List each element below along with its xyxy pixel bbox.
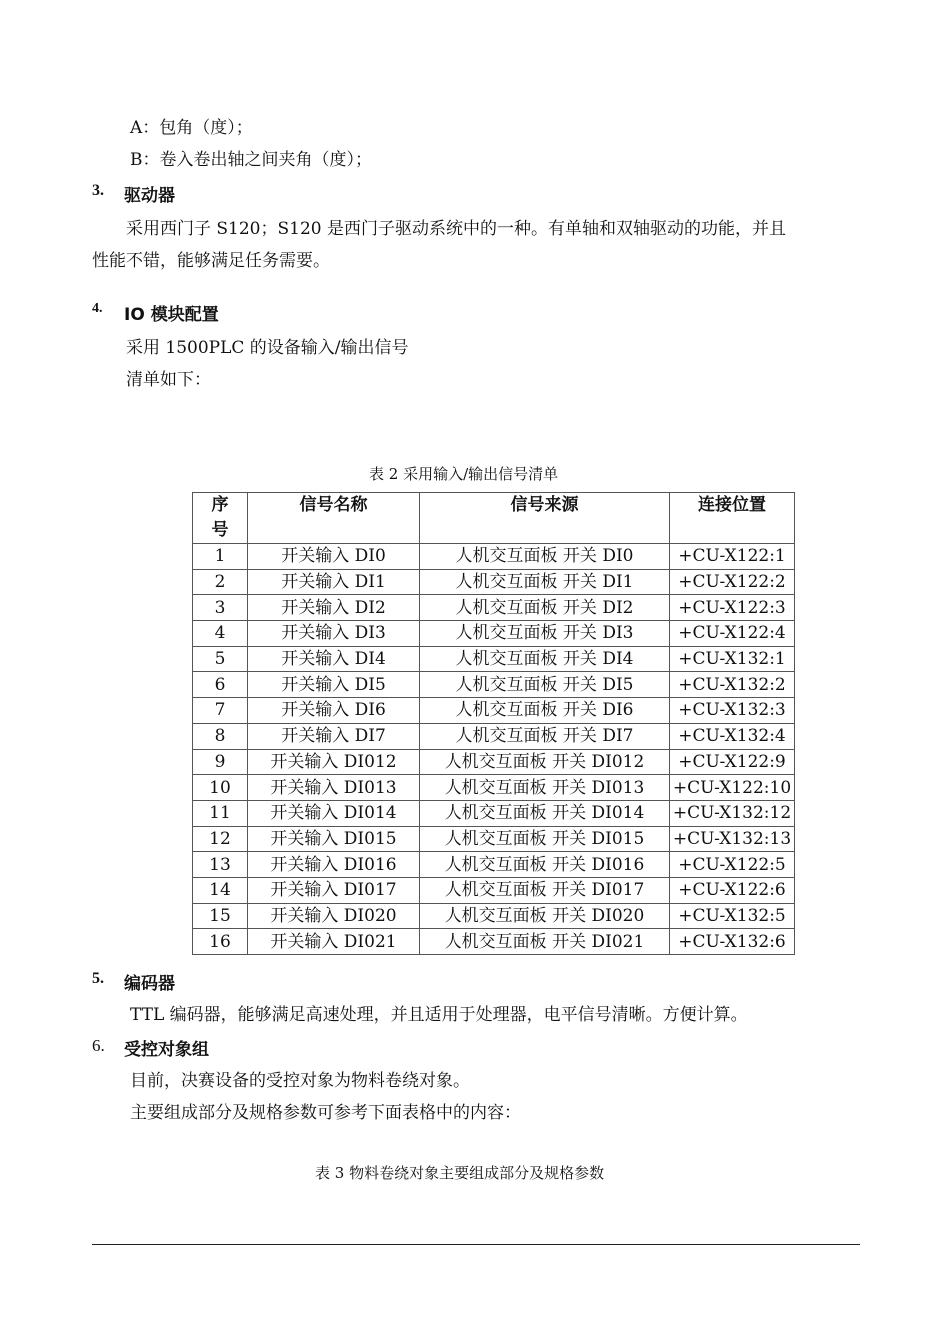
section4-number: 4. [92,301,103,316]
header-signal-source: 信号来源 [420,493,670,544]
cell-signal-name: 开关输入 DI013 [248,775,420,801]
table-row [193,621,795,647]
cell-index: 10 [193,775,248,801]
cell-signal-name: 开关输入 DI2 [248,595,420,621]
cell-signal-source: 人机交互面板 开关 DI4 [420,646,670,672]
cell-index: 13 [193,852,248,878]
line-a: A：包角（度）； [130,118,253,138]
section4-line2: 清单如下： [126,370,211,390]
cell-signal-source: 人机交互面板 开关 DI1 [420,569,670,595]
cell-connection: +CU-X122:1 [670,544,795,570]
cell-index: 9 [193,749,248,775]
cell-signal-source: 人机交互面板 开关 DI013 [420,775,670,801]
cell-connection: +CU-X132:5 [670,903,795,929]
cell-index: 1 [193,544,248,570]
cell-signal-source: 人机交互面板 开关 DI021 [420,929,670,955]
cell-signal-source: 人机交互面板 开关 DI015 [420,826,670,852]
section4-line1: 采用 1500PLC 的设备输入/输出信号 [126,338,409,358]
table3-caption: 表 3 物料卷绕对象主要组成部分及规格参数 [315,1164,605,1182]
cell-connection: +CU-X132:12 [670,800,795,826]
cell-index: 15 [193,903,248,929]
cell-signal-name: 开关输入 DI020 [248,903,420,929]
header-signal-name: 信号名称 [248,493,420,544]
cell-signal-name: 开关输入 DI017 [248,877,420,903]
section6-number: 6. [92,1036,105,1055]
cell-connection: +CU-X122:6 [670,877,795,903]
header-connection: 连接位置 [670,493,795,544]
table-row [193,775,795,801]
cell-connection: +CU-X122:4 [670,621,795,647]
header-index: 序号 [193,493,248,544]
cell-index: 4 [193,621,248,647]
section5-number: 5. [92,970,104,987]
cell-signal-name: 开关输入 DI012 [248,749,420,775]
cell-connection: +CU-X122:2 [670,569,795,595]
section4-title: IO 模块配置 [124,305,219,325]
signal-table [192,492,795,955]
section3-para-line1: 采用西门子 S120；S120 是西门子驱动系统中的一种。有单轴和双轴驱动的功能，并且 [126,219,786,239]
cell-index: 7 [193,698,248,724]
cell-index: 8 [193,723,248,749]
table-row [193,698,795,724]
cell-signal-source: 人机交互面板 开关 DI016 [420,852,670,878]
table-row [193,544,795,570]
cell-signal-source: 人机交互面板 开关 DI014 [420,800,670,826]
table-row [193,903,795,929]
table-row [193,800,795,826]
cell-index: 2 [193,569,248,595]
table-row [193,672,795,698]
cell-index: 6 [193,672,248,698]
cell-signal-name: 开关输入 DI1 [248,569,420,595]
table-row [193,723,795,749]
cell-signal-source: 人机交互面板 开关 DI012 [420,749,670,775]
cell-signal-source: 人机交互面板 开关 DI6 [420,698,670,724]
cell-signal-name: 开关输入 DI016 [248,852,420,878]
cell-signal-source: 人机交互面板 开关 DI0 [420,544,670,570]
cell-signal-name: 开关输入 DI0 [248,544,420,570]
table-row [193,929,795,955]
cell-index: 12 [193,826,248,852]
table-row [193,595,795,621]
section5-para: TTL 编码器，能够满足高速处理，并且适用于处理器，电平信号清晰。方便计算。 [130,1005,748,1025]
table-row [193,749,795,775]
section3-number: 3. [92,182,104,199]
cell-connection: +CU-X132:6 [670,929,795,955]
cell-connection: +CU-X132:4 [670,723,795,749]
cell-connection: +CU-X122:9 [670,749,795,775]
cell-signal-name: 开关输入 DI021 [248,929,420,955]
cell-index: 16 [193,929,248,955]
cell-index: 14 [193,877,248,903]
cell-signal-name: 开关输入 DI3 [248,621,420,647]
table-header-row [193,493,795,544]
cell-index: 3 [193,595,248,621]
cell-index: 5 [193,646,248,672]
table-row [193,569,795,595]
cell-signal-source: 人机交互面板 开关 DI2 [420,595,670,621]
cell-signal-source: 人机交互面板 开关 DI7 [420,723,670,749]
cell-connection: +CU-X122:5 [670,852,795,878]
cell-signal-name: 开关输入 DI014 [248,800,420,826]
table-row [193,877,795,903]
section6-line2: 主要组成部分及规格参数可参考下面表格中的内容： [130,1103,521,1123]
cell-signal-name: 开关输入 DI015 [248,826,420,852]
section3-title: 驱动器 [124,186,175,206]
cell-connection: +CU-X132:1 [670,646,795,672]
cell-connection: +CU-X122:10 [670,775,795,801]
table2-caption: 表 2 采用输入/输出信号清单 [369,465,559,483]
section5-title: 编码器 [124,974,175,994]
cell-signal-source: 人机交互面板 开关 DI3 [420,621,670,647]
cell-signal-source: 人机交互面板 开关 DI017 [420,877,670,903]
table-row [193,852,795,878]
cell-signal-name: 开关输入 DI5 [248,672,420,698]
cell-connection: +CU-X132:3 [670,698,795,724]
table-row [193,826,795,852]
section6-line1: 目前，决赛设备的受控对象为物料卷绕对象。 [130,1071,470,1091]
cell-signal-name: 开关输入 DI4 [248,646,420,672]
section6-title: 受控对象组 [124,1040,209,1060]
cell-signal-source: 人机交互面板 开关 DI020 [420,903,670,929]
line-b: B：卷入卷出轴之间夹角（度）； [130,150,372,170]
cell-signal-name: 开关输入 DI7 [248,723,420,749]
cell-connection: +CU-X132:13 [670,826,795,852]
section3-para-line2: 性能不错，能够满足任务需要。 [92,251,330,271]
table-row [193,646,795,672]
cell-connection: +CU-X122:3 [670,595,795,621]
cell-index: 11 [193,800,248,826]
footer-rule [92,1244,860,1245]
cell-signal-source: 人机交互面板 开关 DI5 [420,672,670,698]
cell-signal-name: 开关输入 DI6 [248,698,420,724]
cell-connection: +CU-X132:2 [670,672,795,698]
